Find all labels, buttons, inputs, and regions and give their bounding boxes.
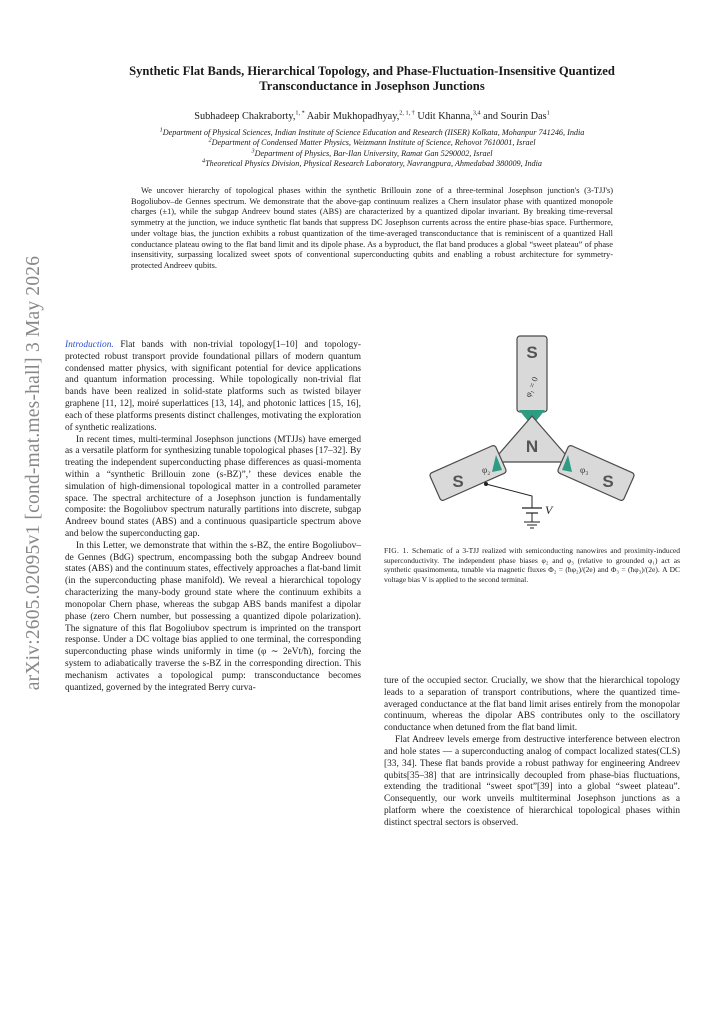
affiliation-text: Department of Physical Sciences, Indian Institute of Science Education and Research (IISER) Kolkata, Mohanpur 741246, India (162, 128, 585, 137)
author-superscript: 2, 1, † (399, 109, 415, 117)
figure-label: FIG. 1. (384, 546, 409, 555)
paragraph-text: Flat bands with non-trivial topology[1–10] and topology-protected robust transport provide foundational pillars of modern quantum condensed matter physics, with significant potential for device applications and quantum information processing. While topologically non-trivial flat bands have been realized in solid-state platforms such as twisted bilayer graphene [11, 12], moiré superlattices [13, 14], and photonic lattices [15, 16], each of these platforms presents distinct challenges, motivating the exploration of synthetic realizations. (65, 340, 361, 433)
right-terminal (557, 445, 635, 502)
affiliation-text: Theoretical Physics Division, Physical Research Laboratory, Navrangpura, Ahmedabad 380009, India (205, 159, 543, 169)
arxiv-id-text: arXiv:2605.02095v1 [cond-mat.mes-hall] 3 May 2026 (23, 255, 45, 691)
voltage-label: V (545, 503, 553, 517)
paragraph: ture of the occupied sector. Crucially, we show that the hierarchical topology leads to a separation of transport contributions, where the quantized time-averaged conductance at the flat band limit arises entirely from the monopolar continuum, whereas the dipolar ABS contributes only to the oscillatory conductance when detuned from the flat band limit. (384, 676, 680, 734)
affiliation-number: 4 (201, 157, 206, 165)
affiliation (60, 138, 684, 148)
right-s-label: S (602, 472, 614, 491)
author-superscript: 1 (546, 109, 550, 117)
affiliation (60, 149, 684, 159)
phi3-label: φ₃ (580, 465, 589, 475)
bias-wire (486, 484, 532, 508)
paragraph (65, 340, 361, 435)
phi2-label: φ₂ (482, 465, 491, 475)
arxiv-identifier-stamp (14, 238, 54, 708)
affiliation-number: 1 (159, 126, 163, 134)
right-superconductor-pad (557, 445, 635, 502)
affiliation-number: 2 (208, 136, 212, 144)
author-superscript: 3,4 (472, 109, 481, 117)
affiliation-text: Department of Condensed Matter Physics, Weizmann Institute of Science, Rehovot 7610001, Israel (211, 138, 536, 148)
junction-diagram (420, 330, 650, 540)
caption-text: Schematic of a 3-TJJ realized with semiconducting nanowires and proximity-induced superconductivity. The independent phase biases φ₂ and φ₃ (relative to grounded φ₁) act as synthetic quasimomenta, tunable via magnetic fluxes Φ₂ = (ħφ₂)/(2e) and Φ₃ = (ħφ₃)/(2e). A DC voltage bias V is applied to the second terminal. (384, 546, 681, 585)
paragraph: Flat Andreev levels emerge from destructive interference between electron and hole states — a superconducting analog of compact localized states(CLS)[33, 34]. These flat bands provide a robust pathway for engineering Andreev qubits[35–38] that are intrinsically decoupled from phase-bias fluctuations, extending the traditional “sweet spot”[39] into a global “sweet plateau”. Consequently, our work unveils multiterminal Josephson junctions as a platform where the coexistence of hierarchical topological phases within distinct spectral sectors is observed. (384, 735, 680, 828)
figure-1-schematic (420, 330, 650, 540)
intro-heading-link[interactable]: Introduction. (65, 340, 114, 350)
top-s-label: S (526, 343, 538, 362)
n-center-label: N (525, 437, 539, 456)
paper-title: Synthetic Flat Bands, Hierarchical Topology, and Phase-Fluctuation-Insensitive Quantized Transconductance in Josephson Junctions (129, 64, 615, 93)
author-list (80, 111, 664, 122)
left-column (65, 340, 361, 694)
affiliation-list (60, 128, 684, 170)
author-name: and Sourin Das (483, 111, 547, 122)
affiliation (60, 159, 684, 169)
abstract (131, 186, 613, 272)
left-s-label: S (452, 472, 464, 491)
phi1-label: φ₁ = 0 (522, 375, 540, 399)
author-name: Udit Khanna, (417, 111, 473, 122)
affiliation-text: Department of Physics, Bar-Ilan University, Ramat Gan 5290002, Israel (254, 148, 493, 158)
left-superconductor-pad (429, 445, 507, 502)
author-name: Subhadeep Chakraborty, (194, 111, 296, 122)
author-name: Aabir Mukhopadhyay, (306, 111, 400, 122)
figure-caption (384, 546, 680, 585)
affiliation-number: 3 (251, 147, 255, 155)
author-superscript: 1, * (295, 109, 305, 117)
left-terminal (429, 445, 507, 502)
affiliation (60, 128, 684, 138)
right-column (384, 676, 680, 830)
paragraph: In recent times, multi-terminal Josephson junctions (MTJJs) have emerged as a versatile platform for synthesizing tunable topological phases [17–32]. By treating the independent superconducting phase differences as quasi-momenta within a “synthetic Brillouin zone (s-BZ)”,’ these devices enable the simulation of high-dimensional topological matter in a controlled parameter space. The spectral architecture of a Josephson junction is fundamentally composite: the Bogoliubov spectrum naturally partitions into discrete, subgap Andreev bound states (ABS) and a continuous quasiparticle spectrum above and below the superconducting gap. (65, 434, 361, 539)
abstract-text: We uncover hierarchy of topological phases within the synthetic Brillouin zone of a three-terminal Josephson junction's (3-TJJ's) Bogoliubov–de Gennes spectrum. We demonstrate that the above-gap continuum realizes a Chern insulator phase with quantized monopole charges (±1), while the subgap Andreev bound states (ABS) are characterized by a quantized dipolar invariant. By breaking time-reversal symmetry at the junction, we induce synthetic flat bands that suppress DC Josephson currents across the entire phase-bias space. Furthermore, under voltage bias, the junction exhibits a robust quantization of the time-averaged transconductance that is reminiscent of a quantized Hall conductance plateau owing to the flat band limit and its dipole phase. As a byproduct, the flat band produces a global “sweet plateau” of phase insensitivity, surpassing localized sweet spots of conventional superconducting qubits and enabling a robust architecture for symmetry-protected Andreev qubits. (131, 186, 613, 270)
paragraph: In this Letter, we demonstrate that within the s-BZ, the entire Bogoliubov–de Gennes (BdG) spectrum, encompassing both the subgap Andreev bound states (ABS) and the continuum states, effectively approaches a flat-band limit (in the superconducting phase manifold). We reveal a hierarchical topology characterizing the many-body ground state where the continuum exhibits a monopolar Chern phase, whereas the subgap ABS bands manifest a dipolar phase (zero Chern number, but possessing a quantized dipole polarization). The signature of this flat Bogoliubov spectrum is imprinted on the transport response. Under a DC voltage bias applied to one terminal, the corresponding superconducting phase winds uniformly in time (φ ∼ 2eVt/ħ), forcing the system to adiabatically traverse the s-BZ in the corresponding direction. This mechanism activates a topological pump: transconductance becomes quantized, governed by the integrated Berry curva- (65, 540, 361, 693)
